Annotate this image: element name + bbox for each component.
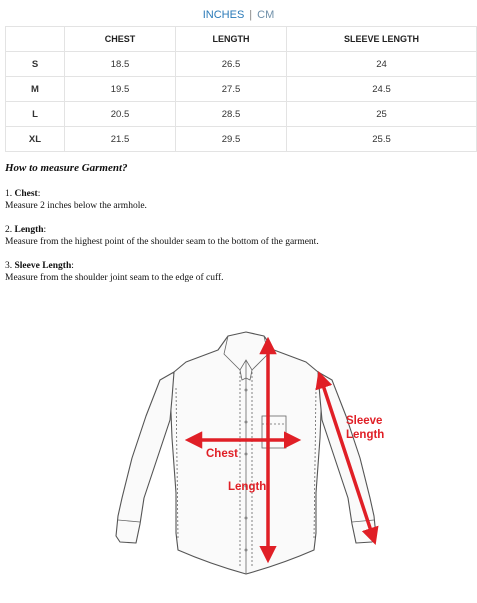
sleeve-length-arrow: [320, 376, 374, 540]
size-chart-table: [5, 26, 477, 152]
sleeve-cell: 25: [287, 102, 477, 127]
item-number: 3.: [5, 261, 13, 271]
item-name: Sleeve Length: [14, 261, 72, 271]
header-size: [6, 27, 65, 52]
item-name: Chest: [14, 189, 38, 199]
size-cell: L: [6, 102, 65, 127]
chest-cell: 18.5: [65, 52, 176, 77]
inches-toggle[interactable]: INCHES: [202, 9, 245, 21]
header-sleeve-length: SLEEVE LENGTH: [287, 27, 477, 52]
table-row: [6, 52, 477, 77]
cm-toggle[interactable]: CM: [257, 9, 275, 21]
sleeve-label-line1: Sleeve: [346, 415, 383, 427]
chest-cell: 19.5: [65, 77, 176, 102]
length-cell: 27.5: [176, 77, 287, 102]
item-number: 1.: [5, 189, 13, 199]
length-label: Length: [228, 481, 267, 493]
size-cell: XL: [6, 127, 65, 152]
sleeve-label-line2: Length: [346, 429, 385, 441]
measure-item-chest: [5, 188, 475, 212]
item-description: Measure 2 inches below the armhole.: [5, 201, 147, 211]
length-cell: 29.5: [176, 127, 287, 152]
length-cell: 26.5: [176, 52, 287, 77]
table-row: [6, 77, 477, 102]
chest-label: Chest: [206, 448, 238, 460]
measure-instructions: [5, 162, 475, 296]
table-header-row: [6, 27, 477, 52]
measure-title: How to measure Garment?: [5, 162, 128, 174]
measure-item-sleeve-length: [5, 260, 475, 284]
item-description: Measure from the shoulder joint seam to the edge of cuff.: [5, 273, 224, 283]
item-colon: :: [43, 225, 47, 235]
chest-cell: 20.5: [65, 102, 176, 127]
table-row: [6, 127, 477, 152]
measure-item-length: [5, 224, 475, 248]
chest-cell: 21.5: [65, 127, 176, 152]
length-cell: 28.5: [176, 102, 287, 127]
item-colon: :: [37, 189, 41, 199]
table-row: [6, 102, 477, 127]
item-colon: :: [71, 261, 74, 271]
item-name: Length: [14, 225, 44, 235]
header-chest: CHEST: [65, 27, 176, 52]
shirt-measurement-diagram: [106, 328, 402, 590]
item-description: Measure from the highest point of the shoulder seam to the bottom of the garment.: [5, 237, 319, 247]
sleeve-cell: 25.5: [287, 127, 477, 152]
sleeve-cell: 24.5: [287, 77, 477, 102]
size-cell: M: [6, 77, 65, 102]
sleeve-cell: 24: [287, 52, 477, 77]
header-length: LENGTH: [176, 27, 287, 52]
size-cell: S: [6, 52, 65, 77]
shirt-diagram-svg: [106, 328, 402, 590]
unit-separator: |: [249, 9, 253, 21]
unit-toggle: [0, 9, 477, 21]
item-number: 2.: [5, 225, 13, 235]
